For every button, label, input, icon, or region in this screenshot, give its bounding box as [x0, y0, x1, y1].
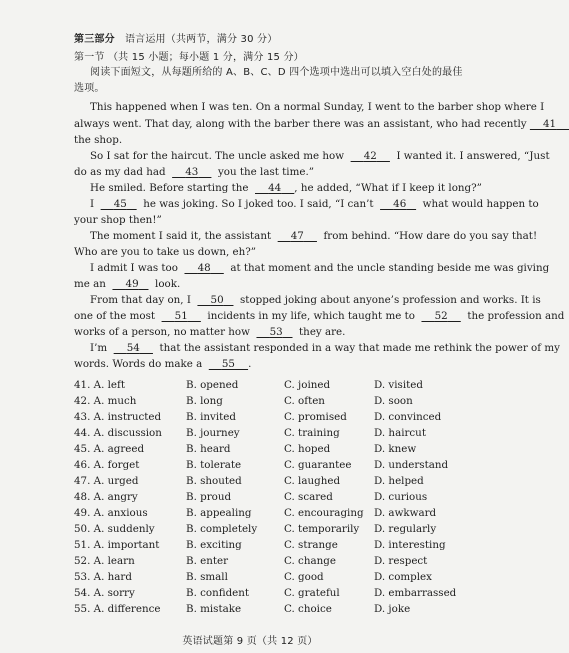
passage-line: The moment I said it, the assistant 47 from behind. “How dare do you say that! — [90, 230, 538, 242]
page-footer: 英语试题第 9 页（共 12 页） — [182, 636, 318, 647]
passage-line: one of the most 51 incidents in my life, which taught me to 52 the profession and — [74, 310, 565, 322]
passage-line: me an 49 look. — [74, 278, 181, 290]
passage-line: He smiled. Before starting the 44 , he added, “What if I keep it long?” — [90, 182, 482, 194]
section-heading: 第一节 （共 15 小题；每小题 1 分，满分 15 分） — [74, 52, 304, 63]
passage-line: I admit I was too 48 at that moment and the uncle standing beside me was giving — [90, 262, 550, 274]
passage-line: works of a person, no matter how 53 they are. — [74, 326, 346, 338]
blank-44: 44 — [268, 182, 282, 194]
option-row: 48. A. angry B. proud C. scared D. curious — [74, 491, 428, 503]
option-row: 55. A. difference B. mistake C. choice D. joke — [74, 603, 411, 615]
blank-45: 45 — [113, 198, 127, 210]
option-row: 45. A. agreed B. heard C. hoped D. knew — [74, 443, 417, 455]
option-row: 42. A. much B. long C. often D. soon — [74, 395, 413, 407]
option-row: 50. A. suddenly B. completely C. temporarily D. regularly — [74, 523, 437, 535]
blank-42: 42 — [363, 150, 377, 162]
passage-line: This happened when I was ten. On a normal Sunday, I went to the barber shop where I — [90, 101, 545, 113]
passage-line: I’m 54 that the assistant responded in a way that made me rethink the power of my — [90, 342, 560, 354]
instruction-line-1: 阅读下面短文，从每题所给的 A、B、C、D 四个选项中选出可以填入空白处的最佳 — [90, 67, 463, 78]
part-heading — [74, 33, 484, 47]
option-row: 49. A. anxious B. appealing C. encouraging D. awkward — [74, 507, 437, 519]
instruction-line-2: 选项。 — [74, 83, 105, 94]
option-row: 44. A. discussion B. journey C. training D. haircut — [74, 427, 426, 439]
option-row: 46. A. forget B. tolerate C. guarantee D. understand — [74, 459, 449, 471]
blank-46: 46 — [393, 198, 407, 210]
blank-54: 54 — [126, 342, 140, 354]
blank-52: 52 — [434, 310, 448, 322]
part-label: 第三部分 — [74, 34, 115, 45]
passage-line: I 45 he was joking. So I joked too. I said, “I can’t 46 what would happen to — [90, 198, 539, 210]
passage-line: From that day on, I 50 stopped joking about anyone’s profession and works. It is — [90, 294, 541, 306]
passage-line: your shop then!” — [74, 214, 162, 226]
blank-48: 48 — [197, 262, 211, 274]
blank-55: 55 — [221, 358, 235, 370]
blank-41: 41 — [542, 118, 557, 130]
blank-53: 53 — [269, 326, 283, 338]
blank-50: 50 — [210, 294, 224, 306]
option-row: 54. A. sorry B. confident C. grateful D. embarrassed — [74, 587, 457, 599]
blank-47: 47 — [290, 230, 304, 242]
passage-line: words. Words do make a 55 . — [74, 358, 252, 370]
passage-line: Who are you to take us down, eh?” — [74, 246, 257, 258]
passage-line: do as my dad had 43 you the last time.” — [74, 166, 314, 178]
passage-line: the shop. — [74, 134, 123, 146]
blank-49: 49 — [125, 278, 139, 290]
part-title: 语言运用（共两节，满分 30 分） — [124, 34, 278, 45]
passage-line: always went. That day, along with the barber there was an assistant, who had recently 41 — [74, 117, 484, 131]
option-row: 53. A. hard B. small C. good D. complex — [74, 571, 432, 583]
blank-43: 43 — [185, 166, 199, 178]
option-row: 47. A. urged B. shouted C. laughed D. helped — [74, 475, 424, 487]
option-row: 51. A. important B. exciting C. strange D. interesting — [74, 539, 446, 551]
option-row: 43. A. instructed B. invited C. promised D. convinced — [74, 411, 442, 423]
passage-line: So I sat for the haircut. The uncle asked me how 42 I wanted it. I answered, “Just — [90, 150, 550, 162]
blank-51: 51 — [174, 310, 188, 322]
option-row: 52. A. learn B. enter C. change D. respect — [74, 555, 428, 567]
option-row: 41. A. left B. opened C. joined D. visited — [74, 379, 423, 391]
